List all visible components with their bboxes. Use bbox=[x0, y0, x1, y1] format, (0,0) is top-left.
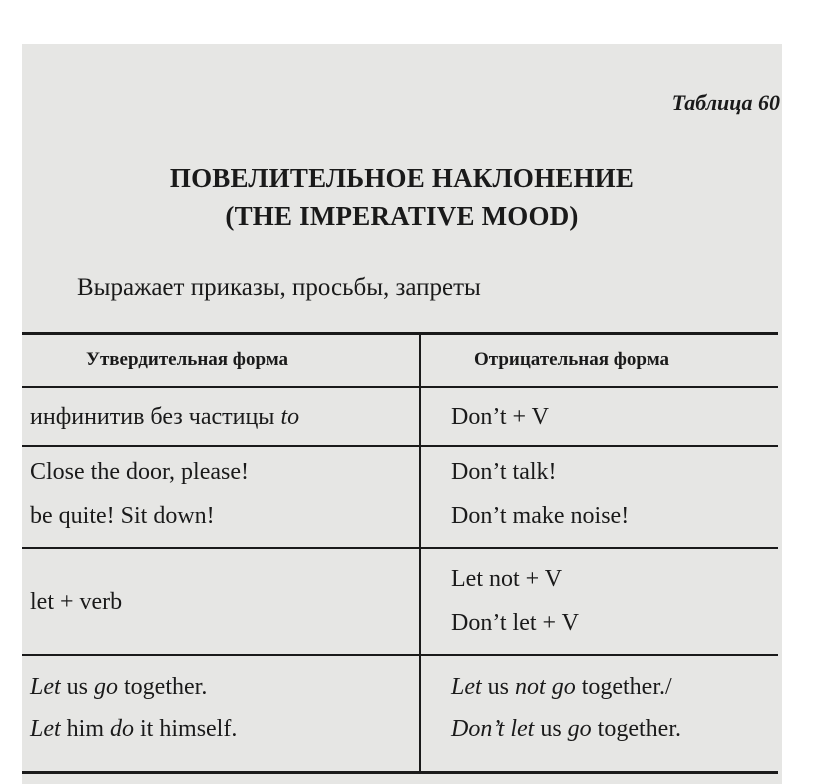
verb-word: go bbox=[567, 716, 592, 742]
let-word: Let bbox=[30, 716, 61, 742]
row2-affirmative-line1: Close the door, please! bbox=[30, 459, 249, 485]
row3-negative-line1: Let not + V bbox=[451, 566, 563, 592]
subtitle: Выражает приказы, просьбы, запреты bbox=[77, 274, 481, 301]
verb-word: go bbox=[94, 674, 119, 700]
pronoun: us bbox=[487, 674, 510, 700]
pronoun: us bbox=[66, 674, 89, 700]
row4-affirmative-line1 bbox=[30, 674, 207, 701]
row1-affirmative bbox=[30, 404, 299, 431]
verb-word: go bbox=[551, 674, 576, 700]
verb-word: do bbox=[110, 716, 135, 742]
row3-negative-line2: Don’t let + V bbox=[451, 610, 579, 636]
row4-affirmative-line2 bbox=[30, 716, 237, 743]
header-affirmative: Утвердительная форма bbox=[86, 349, 289, 370]
rest-text: together. bbox=[124, 674, 208, 700]
table-row-rule bbox=[22, 445, 778, 447]
row2-negative-line2: Don’t make noise! bbox=[451, 503, 630, 529]
table-top-rule bbox=[22, 332, 778, 335]
pronoun: us bbox=[540, 716, 562, 742]
row4-negative-line2 bbox=[451, 716, 681, 743]
page-title-line2: (THE IMPERATIVE MOOD) bbox=[225, 201, 579, 231]
let-word: Let bbox=[30, 674, 61, 700]
table-bottom-rule bbox=[22, 771, 778, 774]
header-negative: Отрицательная форма bbox=[474, 349, 670, 370]
row4-negative-line1 bbox=[451, 674, 672, 701]
let-word: Let bbox=[451, 674, 482, 700]
table-row-rule bbox=[22, 654, 778, 656]
table-header-rule bbox=[22, 386, 778, 388]
not-word: not bbox=[515, 674, 546, 700]
rest-text: together. bbox=[597, 716, 681, 742]
table-row-rule bbox=[22, 547, 778, 549]
pronoun: him bbox=[66, 716, 105, 742]
rest-text: together./ bbox=[581, 674, 672, 700]
row1-affirmative-particle: to bbox=[280, 404, 300, 430]
row2-affirmative-line2: be quite! Sit down! bbox=[30, 503, 215, 529]
table-number: Таблица 60 bbox=[671, 90, 780, 115]
dont-let-words: Don’t let bbox=[451, 716, 535, 742]
row2-negative-line1: Don’t talk! bbox=[451, 459, 557, 485]
rest-text: it himself. bbox=[140, 716, 238, 742]
table-column-divider bbox=[419, 334, 421, 772]
page-title-line1: ПОВЕЛИТЕЛЬНОЕ НАКЛОНЕНИЕ bbox=[169, 163, 635, 193]
row1-affirmative-text: инфинитив без частицы bbox=[30, 404, 275, 430]
row3-affirmative: let + verb bbox=[30, 589, 123, 615]
row1-negative: Don’t + V bbox=[451, 404, 549, 430]
